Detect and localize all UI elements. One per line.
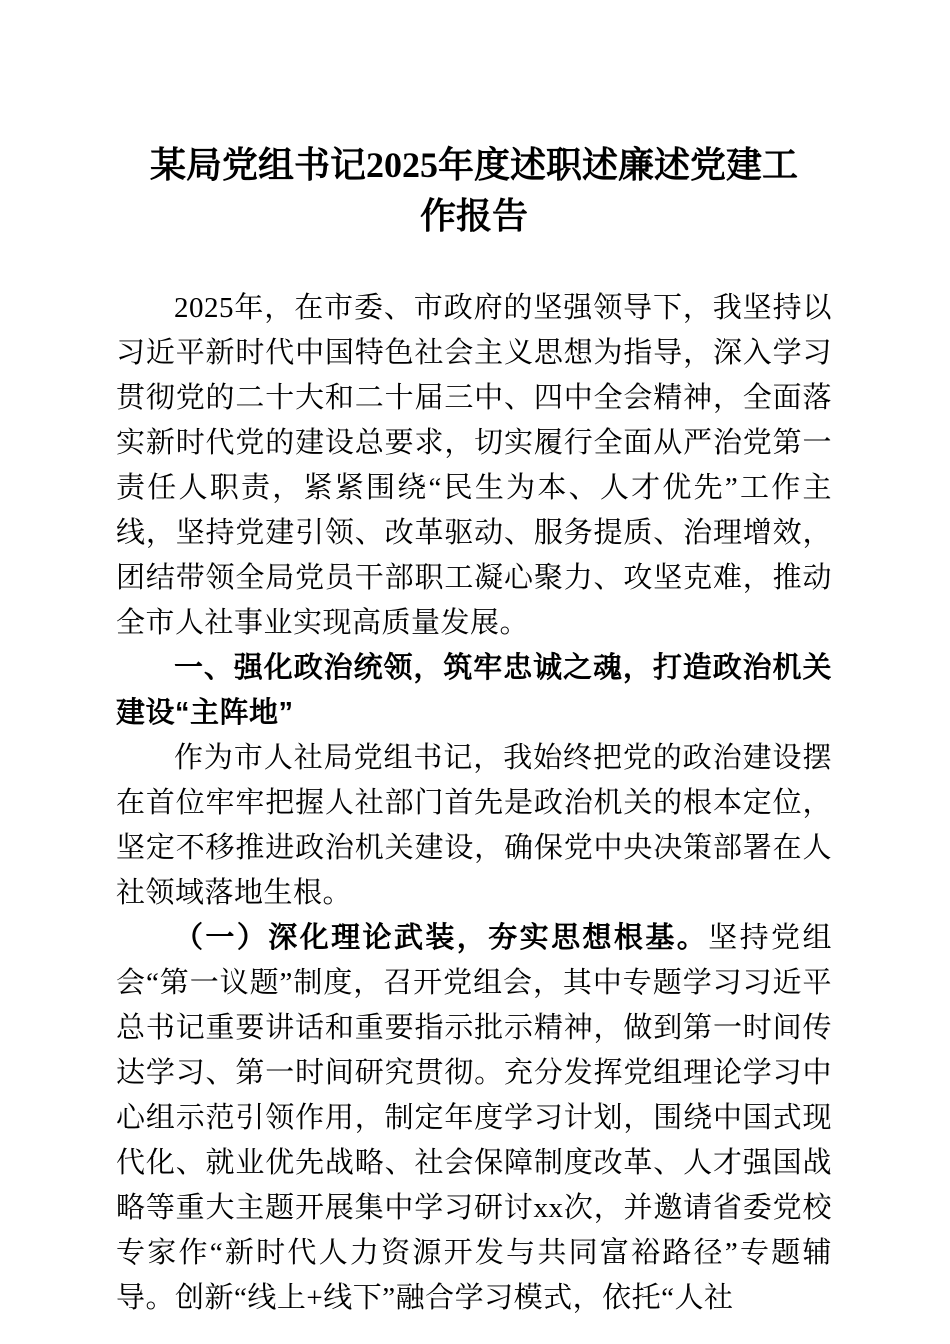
section-1-heading: 一、强化政治统领，筑牢忠诚之魂，打造政治机关建设“主阵地” — [116, 652, 832, 729]
section-1-paragraph: 作为市人社局党组书记，我始终把党的政治建设摆在首位牢牢把握人社部门首先是政治机关的根本定位，坚定不移推进政治机关建设，确保党中央决策部署在人社领域落地生根。 — [116, 742, 832, 909]
subsection-1-text: 坚持党组会“第一议题”制度，召开党组会，其中专题学习习近平总书记重要讲话和重要指示批示精神，做到第一时间传达学习、第一时间研究贯彻。充分发挥党组理论学习中心组示范引领作用，制定年度学习计划，围绕中国式现代化、就业优先战略、社会保障制度改革、人才强国战略等重大主题开展集中学习研讨xx次，并邀请省委党校专家作“新时代人力资源开发与共同富裕路径”专题辅导。创新“线上+线下”融合学习模式，依托“人社 — [116, 922, 832, 1314]
intro-paragraph: 2025年，在市委、市政府的坚强领导下，我坚持以习近平新时代中国特色社会主义思想为指导，深入学习贯彻党的二十大和二十届三中、四中全会精神，全面落实新时代党的建设总要求，切实履行全面从严治党第一责任人职责，紧紧围绕“民生为本、人才优先”工作主线，坚持党建引领、改革驱动、服务提质、治理增效，团结带领全局党员干部职工凝心聚力、攻坚克难，推动全市人社事业实现高质量发展。 — [116, 292, 832, 639]
subsection-1-lead: （一）深化理论武装，夯实思想根基。 — [174, 922, 709, 954]
document-title: 某局党组书记2025年度述职述廉述党建工作报告 — [149, 145, 798, 236]
subsection-1-paragraph — [116, 916, 832, 1321]
